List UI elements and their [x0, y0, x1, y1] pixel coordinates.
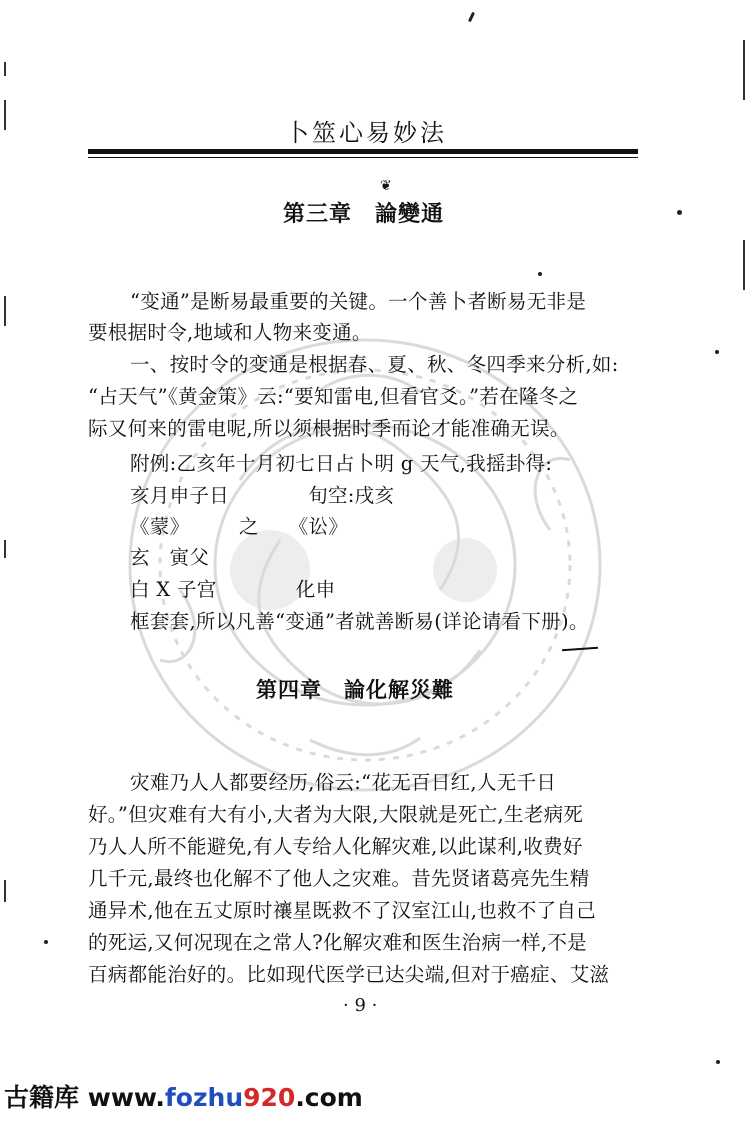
chapter-3-line: 白 X 子宫 化申: [130, 578, 336, 601]
chapter-3-line: 际又何来的雷电呢,所以须根据时季而论才能准确无误。: [88, 417, 570, 440]
chapter-3-line: 附例:乙亥年十月初七日占卜明 g 天气,我摇卦得:: [130, 452, 553, 475]
scan-edge-mark: [4, 62, 6, 76]
scan-speck: [716, 1060, 720, 1064]
chapter-4-line: 通异术,他在五丈原时禳星既救不了汉室江山,也救不了自己: [88, 899, 596, 922]
scan-speck: [677, 210, 682, 215]
chapter-4-line: 灾难乃人人都要经历,俗云:“花无百日红,人无千日: [130, 771, 557, 794]
header-rule-thin: [88, 157, 638, 158]
scan-speck: [44, 940, 48, 944]
scan-edge-mark: [743, 40, 745, 100]
chapter-3-line: “占天气”《黄金策》云:“要知雷电,但看官爻。”若在隆冬之: [88, 385, 579, 408]
chapter-4-heading: 第四章 論化解災難: [256, 678, 454, 702]
scan-speck: [538, 272, 542, 276]
scan-edge-mark: [4, 100, 6, 130]
chapter-3-line: 要根据时令,地域和人物来变通。: [88, 321, 372, 344]
chapter-3-line: 《蒙》 之 《讼》: [130, 515, 349, 538]
scan-edge-mark: [4, 880, 6, 902]
chapter-4-line: 的死运,又何况现在之常人?化解灾难和医生治病一样,不是: [88, 931, 587, 954]
scan-speck: [468, 12, 475, 22]
watermark-domain-a: fozhu: [164, 1083, 244, 1112]
running-header: 卜筮心易妙法: [285, 119, 447, 147]
chapter-3-line: 一、按时令的变通是根据春、夏、秋、冬四季来分析,如:: [130, 353, 619, 376]
chapter-ornament-icon: ❦: [380, 178, 392, 194]
scan-edge-mark: [743, 240, 745, 290]
watermark-domain-b: 920: [243, 1083, 296, 1112]
chapter-3-line: 玄 寅父: [130, 546, 210, 569]
watermark-site-name: 古籍库: [4, 1083, 80, 1112]
scan-edge-mark: [4, 296, 6, 326]
site-watermark: [4, 1078, 363, 1114]
hand-stroke-mark: [562, 647, 598, 652]
chapter-4-line: 乃人人所不能避免,有人专给人化解灾难,以此谋利,收费好: [88, 835, 583, 858]
page-number: · 9 ·: [343, 995, 378, 1016]
chapter-3-line: 亥月申子日 旬空:戌亥: [130, 484, 395, 507]
scan-edge-mark: [4, 540, 6, 558]
chapter-4-line: 几千元,最终也化解不了他人之灾难。昔先贤诸葛亮先生精: [88, 867, 590, 890]
watermark-tld: .com: [295, 1083, 363, 1112]
watermark-www: www.: [87, 1083, 165, 1112]
scan-speck: [715, 350, 719, 354]
chapter-4-line: 好。”但灾难有大有小,大者为大限,大限就是死亡,生老病死: [88, 803, 584, 826]
chapter-3-line: 框套套,所以凡善“变通”者就善断易(详论请看下册)。: [130, 610, 589, 633]
chapter-3-heading: 第三章 論變通: [283, 202, 445, 227]
chapter-3-line: “变通”是断易最重要的关键。一个善卜者断易无非是: [130, 290, 587, 313]
header-rule-thick: [88, 149, 638, 154]
chapter-4-line: 百病都能治好的。比如现代医学已达尖端,但对于癌症、艾滋: [88, 963, 610, 986]
